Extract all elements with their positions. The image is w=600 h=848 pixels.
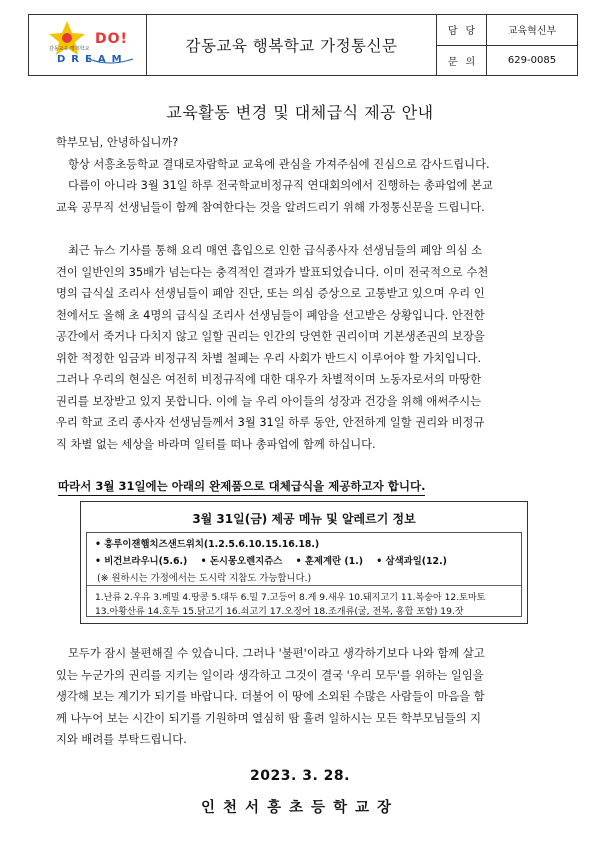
text-line: 항상 서흥초등학교 결대로자람학교 교육에 관심을 가져주심에 진심으로 감사드립니다. <box>68 157 490 171</box>
document-title: 교육활동 변경 및 대체급식 제공 안내 <box>166 103 434 122</box>
menu-item: • 돈시몽오렌지쥬스 <box>200 556 283 567</box>
menu-item: • 훈제계란 (1.) <box>295 556 363 567</box>
text-line: 우리 학교 조리 종사자 선생님들께서 3월 31일 하루 동안, 안전하게 일할 권리와 비정규 <box>56 416 485 429</box>
text-line: 교육 공무직 선생님들이 함께 참여한다는 것을 알려드리기 위해 가정통신문을 드립니다. <box>56 200 485 214</box>
menu-item: • 훙루이잰햄치즈샌드위치(1.2.5.6.10.15.16.18.) <box>95 539 320 550</box>
text-line: 권리를 보장받고 있지 못합니다. 이에 늘 우리 아이들의 성장과 건강을 위해 애써주시는 <box>56 394 482 408</box>
allergy-list <box>95 591 485 619</box>
intro-paragraph <box>56 132 550 218</box>
header-label: 문의 <box>437 46 487 76</box>
text-line: 견이 일반인의 35배가 넘는다는 충격적인 결과가 발표되었습니다. 이미 전국적으로 수천 <box>56 265 489 279</box>
text-line: 공간에서 죽거나 다치지 않고 일할 권리는 인간의 당연한 권리이며 기본생존권의 보장을 <box>56 330 485 343</box>
text-line: 께 나누어 보는 시간이 되기를 기원하며 열심히 땀 흘려 일하시는 모든 학부모님들의 지 <box>56 711 482 725</box>
menu-box-inner <box>86 532 522 617</box>
logo-small-text: 감동교육 행복학교 <box>49 46 90 52</box>
header-label: 담당 <box>437 15 487 45</box>
text-line: 지와 배려를 부탁드립니다. <box>56 733 187 746</box>
logo-do-text: DO! <box>95 31 128 47</box>
principal-signature: 인천서흥초등학교장 <box>200 800 400 816</box>
text-line: 그러나 우리의 현실은 여전히 비정규직에 대한 대우가 차별적이며 노동자로서의 마땅한 <box>56 373 482 386</box>
text-line: 최근 뉴스 기사를 통해 요리 매연 흡입으로 인한 급식종사자 선생님들의 폐암 의심 소 <box>68 244 483 257</box>
header-title: 감동교육 행복학교 가정통신문 <box>147 15 437 75</box>
divider <box>87 585 521 586</box>
allergy-line: 1.난류 2.우유 3.메밀 4.땅콩 5.대두 6.밀 7.고등어 8.게 9.새우 10.돼지고기 11.복숭아 12.토마토 <box>95 593 486 603</box>
logo-dream-text: DREAM <box>57 54 128 65</box>
menu-box-title: 3월 31일(금) 제공 메뉴 및 알레르기 정보 <box>192 512 416 526</box>
menu-info-box <box>80 501 528 624</box>
letter-date: 2023. 3. 28. <box>250 768 350 784</box>
text-line: 천에서도 올해 초 4명의 급식실 조리사 선생님들이 폐암을 선고받은 상황입니다. 안전한 <box>56 308 485 322</box>
text-line: 생각해 보는 계기가 되기를 바랍니다. 더불어 이 땅에 소외된 수많은 사람들이 마음을 함 <box>56 690 485 703</box>
header-info <box>437 15 577 75</box>
text-line: 학부모님, 안녕하십니까? <box>56 136 179 149</box>
header-row-contact <box>437 45 577 76</box>
closing-paragraph <box>56 643 550 751</box>
text-line: 다름이 아니라 3월 31일 하루 전국학교비정규직 연대회의에서 진행하는 총파업에 본교 <box>68 179 493 192</box>
header-row-manager <box>437 15 577 45</box>
body-paragraph <box>56 240 550 455</box>
meal-notice: 따라서 3월 31일에는 아래의 완제품으로 대체급식을 제공하고자 합니다. <box>58 478 425 496</box>
letter-header <box>28 14 578 76</box>
text-line: 직 차별 없는 세상을 바라며 일터를 떠나 총파업에 함께 하십니다. <box>56 437 376 451</box>
text-line: 모두가 잠시 불편해질 수 있습니다. 그러나 '불편'이라고 생각하기보다 나와 함께 살고 <box>68 647 485 660</box>
allergy-line: 13.아황산류 14.호두 15.닭고기 16.쇠고기 17.오징어 18.조개류(굴, 전복, 홍합 포함) 19.잣 <box>95 607 464 617</box>
header-value: 629-0085 <box>507 54 557 66</box>
text-line: 위한 적정한 임금과 비정규직 차별 철폐는 우리 사회가 반드시 이루어야 할 가치입니다. <box>56 351 482 365</box>
lunchbox-note: (※ 원하시는 가정에서는 도시락 지참도 가능합니다.) <box>97 573 312 584</box>
text-line: 있는 누군가의 권리를 지키는 일이라 생각하고 그것이 결국 '우리 모두'를 위하는 일임을 <box>56 668 484 682</box>
school-logo <box>29 15 147 75</box>
menu-item: • 삼색과일(12.) <box>376 556 447 567</box>
menu-items-row <box>95 553 457 567</box>
menu-item: • 비건브라우니(5.6.) <box>95 556 188 567</box>
header-value: 교육혁신부 <box>507 26 557 38</box>
text-line: 명의 급식실 조리사 선생님들이 폐암 진단, 또는 의심 증상으로 고통받고 있으며 우리 인 <box>56 287 485 300</box>
